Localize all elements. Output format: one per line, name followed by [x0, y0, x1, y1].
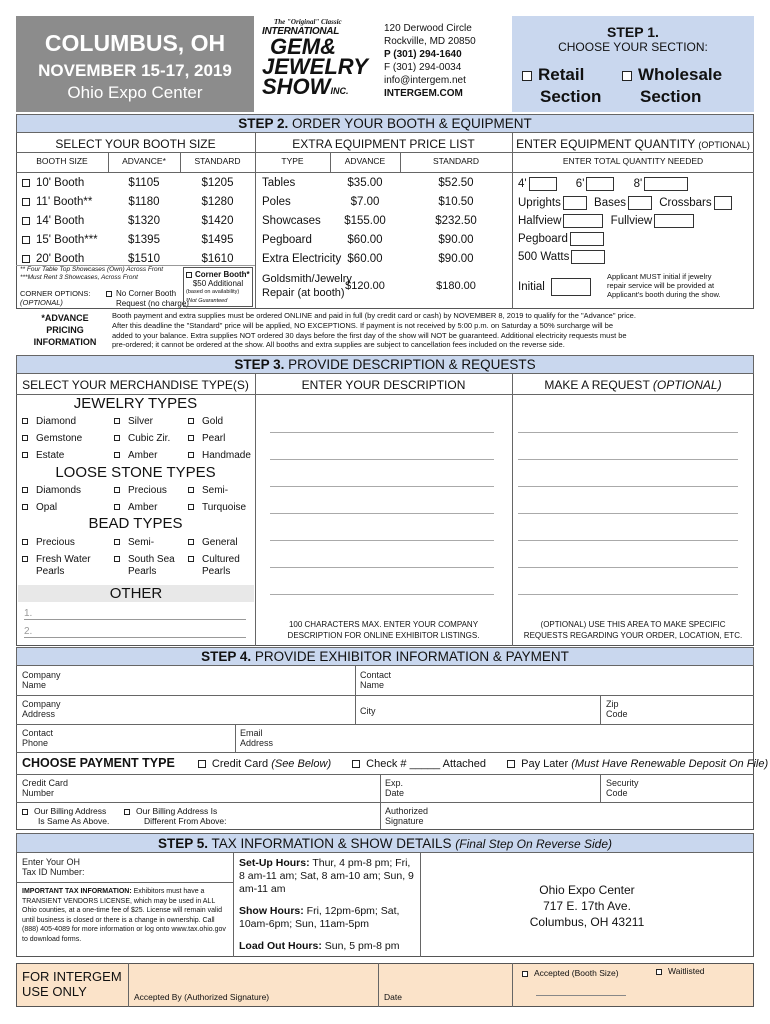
description-line[interactable] — [270, 459, 494, 460]
merch-option[interactable]: Diamond — [22, 416, 76, 427]
merch-option[interactable]: Diamonds — [22, 485, 81, 496]
quantity-header: ENTER EQUIPMENT QUANTITY (OPTIONAL) — [516, 137, 750, 151]
merch-checkbox[interactable] — [22, 539, 28, 545]
request-header: MAKE A REQUEST (OPTIONAL) — [544, 378, 722, 392]
qty-fullview-input[interactable] — [654, 214, 694, 228]
zip-label: Zip Code — [606, 699, 628, 720]
equipment-standard-price: $52.50 — [438, 177, 474, 189]
description-line[interactable] — [270, 486, 494, 487]
retail-checkbox[interactable] — [522, 71, 532, 81]
merch-checkbox[interactable] — [188, 487, 194, 493]
pay-credit-card[interactable]: Credit Card (See Below) — [198, 758, 331, 770]
booth-checkbox[interactable] — [22, 198, 30, 206]
merch-checkbox[interactable] — [22, 556, 28, 562]
request-line[interactable] — [518, 540, 738, 541]
contact-block: 120 Derwood Circle Rockville, MD 20850 P (301) 294-1640 F (301) 294-0034 info@intergem.net INTERGEM.COM — [384, 23, 476, 99]
booth-advance-price: $1510 — [128, 253, 160, 265]
request-line[interactable] — [518, 513, 738, 514]
qty-halfview-input[interactable] — [563, 214, 603, 228]
pay-check-checkbox[interactable] — [352, 760, 360, 768]
merch-option[interactable]: South Sea Pearls — [114, 554, 175, 578]
booth-standard-price: $1495 — [201, 234, 234, 246]
accepted-checkbox[interactable] — [522, 971, 528, 977]
qty-6ft-input[interactable] — [586, 177, 614, 191]
venue-address: Ohio Expo Center 717 E. 17th Ave. Columbus, OH 43211 — [529, 883, 645, 929]
pricing-label: *ADVANCE PRICING INFORMATION — [33, 313, 97, 347]
initial-input[interactable] — [551, 278, 591, 296]
authorized-signature-label: Authorized Signature — [385, 806, 429, 827]
qty-bases-input[interactable] — [628, 196, 652, 210]
merch-option[interactable]: Turquoise — [188, 502, 246, 513]
merch-checkbox[interactable] — [188, 504, 194, 510]
equipment-header: EXTRA EQUIPMENT PRICE LIST — [292, 137, 475, 151]
billing-diff-checkbox[interactable] — [124, 809, 130, 815]
merch-option[interactable]: Fresh Water Pearls — [22, 554, 91, 578]
cc-number-label: Credit Card Number — [22, 778, 69, 799]
contact-phone-input[interactable] — [70, 725, 234, 751]
description-line[interactable] — [270, 567, 494, 568]
waitlisted-option[interactable]: Waitlisted — [656, 966, 705, 976]
merch-checkbox[interactable] — [114, 435, 120, 441]
loose-stone-types: LOOSE STONE TYPES — [55, 464, 216, 481]
merch-checkbox[interactable] — [114, 418, 120, 424]
booth-standard-price: $1610 — [201, 253, 234, 265]
booth-advance-price: $1180 — [128, 196, 160, 208]
merch-option[interactable]: Cultured Pearls — [188, 554, 240, 578]
merch-checkbox[interactable] — [114, 556, 120, 562]
equipment-advance-price: $60.00 — [347, 253, 383, 265]
security-code-input[interactable] — [646, 775, 752, 801]
description-line[interactable] — [270, 432, 494, 433]
tax-id-label: Enter Your OH Tax ID Number: — [22, 857, 85, 878]
security-code-label: Security Code — [606, 778, 639, 799]
merch-option[interactable]: Precious — [22, 537, 75, 548]
company-name-label: Company Name — [22, 670, 61, 691]
qty-4ft-input[interactable] — [529, 177, 557, 191]
corner-booth-option[interactable]: Corner Booth* $50 Additional (based on availability) *Not Guaranteed — [183, 267, 253, 307]
equipment-standard-price: $10.50 — [438, 196, 474, 208]
step3-header: STEP 3. PROVIDE DESCRIPTION & REQUESTS — [16, 355, 754, 374]
equipment-type: Poles — [262, 196, 291, 208]
step1-box — [512, 16, 754, 112]
pricing-text: Booth payment and extra supplies must be ordered ONLINE and paid in full (by credit card or cash) by NOVEMBER 8, 2019 to qualify for the "Advance" price. After this deadline the "Standard" price will be applied, NO EXCEPTIONS. If payment is not received by 5:00 p.m. on Saturday a 50% surcharge will be added to your balance. Extra supplies NOT ordered 30 days before the first day of the show will NOT be guaranteed. Additional electricity requests must be pre-ordered; it cannot be ordered at the show. All booths and extra supplies are subject to cancellation fees included on the reverse side. — [112, 311, 636, 350]
description-line[interactable] — [270, 540, 494, 541]
description-line[interactable] — [270, 594, 494, 595]
desc-note: 100 CHARACTERS MAX. ENTER YOUR COMPANY DESCRIPTION FOR ONLINE EXHIBITOR LISTINGS. — [287, 620, 480, 640]
equipment-advance-price: $155.00 — [344, 215, 386, 227]
equipment-standard-price: $90.00 — [438, 234, 474, 246]
authorized-signature-input[interactable] — [432, 803, 752, 829]
tax-id-input[interactable] — [84, 854, 232, 881]
merch-option[interactable]: Precious — [114, 485, 167, 496]
event-dates: NOVEMBER 15-17, 2019 — [38, 61, 232, 80]
request-line[interactable] — [518, 432, 738, 433]
merch-checkbox[interactable] — [22, 504, 28, 510]
exp-date-input[interactable] — [410, 775, 598, 801]
merch-option[interactable]: Estate — [22, 450, 64, 461]
event-venue: Ohio Expo Center — [67, 83, 203, 102]
event-banner — [16, 16, 254, 112]
desc-header: ENTER YOUR DESCRIPTION — [301, 378, 466, 392]
jewelry-types: JEWELRY TYPES — [73, 395, 198, 412]
merch-checkbox[interactable] — [188, 539, 194, 545]
merch-checkbox[interactable] — [22, 452, 28, 458]
corner-options: CORNER OPTIONS: (OPTIONAL) — [20, 289, 91, 307]
event-city: COLUMBUS, OH — [44, 30, 226, 56]
tax-info: IMPORTANT TAX INFORMATION: Exhibitors must have a TRANSIENT VENDORS LICENSE, which may be used in ALL Ohio counties, at a one-time fee of $25. License will remain valid until business is closed or there is a change in ownership. Call (888) 405-4089 for more information or log onto www.tax.ohio.gov to download forms. — [22, 888, 226, 943]
other-line-2[interactable]: 2. — [24, 626, 246, 638]
accepted-booth-option[interactable]: Accepted (Booth Size) — [522, 968, 619, 978]
request-line[interactable] — [518, 459, 738, 460]
date-label: Date — [384, 992, 402, 1002]
merch-checkbox[interactable] — [188, 452, 194, 458]
equipment-advance-price: $35.00 — [347, 177, 383, 189]
merch-checkbox[interactable] — [188, 556, 194, 562]
equipment-type: Tables — [262, 177, 296, 189]
merch-header: SELECT YOUR MERCHANDISE TYPE(S) — [22, 378, 249, 392]
merch-option[interactable]: Opal — [22, 502, 57, 513]
merch-option[interactable]: Handmade — [188, 450, 251, 461]
step5-header: STEP 5. TAX INFORMATION & SHOW DETAILS (Final Step On Reverse Side) — [16, 833, 754, 853]
merch-checkbox[interactable] — [114, 487, 120, 493]
billing-diff-option[interactable]: Our Billing Address Is Different From Above: — [124, 806, 227, 826]
pay-check[interactable]: Check # _____ Attached — [352, 758, 486, 770]
booth-row[interactable]: 15' Booth*** — [22, 234, 98, 246]
other-types: OTHER — [18, 585, 254, 602]
equipment-advance-price: $60.00 — [347, 234, 383, 246]
merch-option[interactable]: Amber — [114, 502, 157, 513]
merch-option[interactable]: Gold — [188, 416, 223, 427]
no-corner-option[interactable]: No Corner Booth Request (no charge) — [106, 289, 189, 309]
equipment-type: Extra Electricity — [262, 253, 342, 265]
payment-type-row: CHOOSE PAYMENT TYPE Credit Card (See Below) Check # _____ Attached Pay Later (Must Have Renewable Deposit On File) — [22, 756, 769, 770]
booth-advance-price: $1105 — [128, 177, 160, 189]
initial-note: Applicant MUST initial if jewelry repair service will be provided at Applicant's booth during the show. — [607, 272, 721, 299]
booth-size-header: SELECT YOUR BOOTH SIZE — [55, 137, 216, 151]
merch-checkbox[interactable] — [22, 435, 28, 441]
request-line[interactable] — [518, 567, 738, 568]
merch-option[interactable]: Silver — [114, 416, 153, 427]
merch-checkbox[interactable] — [22, 418, 28, 424]
step1-title: STEP 1. — [607, 24, 659, 40]
contact-name-input[interactable] — [400, 667, 752, 694]
pay-later[interactable]: Pay Later (Must Have Renewable Deposit On File) — [507, 758, 768, 770]
booth-standard-price: $1280 — [201, 196, 234, 208]
no-corner-checkbox[interactable] — [106, 291, 112, 297]
merch-checkbox[interactable] — [188, 435, 194, 441]
merch-checkbox[interactable] — [188, 418, 194, 424]
merch-option[interactable]: Cubic Zir. — [114, 433, 170, 444]
merch-option[interactable]: Pearl — [188, 433, 225, 444]
billing-same-option[interactable]: Our Billing Address Is Same As Above. — [22, 806, 109, 826]
company-name-input[interactable] — [70, 667, 354, 694]
qty-8ft-input[interactable] — [644, 177, 688, 191]
company-address-label: Company Address — [22, 699, 61, 720]
bead-types: BEAD TYPES — [88, 515, 183, 532]
retail-option[interactable]: Retail Section — [522, 64, 601, 108]
qty-watts-input[interactable] — [571, 250, 605, 264]
booth-checkbox[interactable] — [22, 217, 30, 225]
email-input[interactable] — [280, 725, 752, 751]
corner-checkbox[interactable] — [186, 272, 192, 278]
email-label: Email Address — [240, 728, 274, 749]
contact-phone-label: Contact Phone — [22, 728, 54, 749]
booth-row[interactable]: 20' Booth — [22, 253, 84, 265]
merch-checkbox[interactable] — [114, 539, 120, 545]
equipment-standard-price: $232.50 — [435, 215, 477, 227]
booth-standard-price: $1205 — [201, 177, 234, 189]
pay-later-checkbox[interactable] — [507, 760, 515, 768]
merch-option[interactable]: Amber — [114, 450, 157, 461]
show-hours: Show Hours: Fri, 12pm-6pm; Sat, 10am-6pm; Sun, 11am-5pm — [239, 905, 400, 930]
exp-date-label: Exp. Date — [385, 778, 405, 799]
booth-checkbox[interactable] — [22, 179, 30, 187]
booth-row[interactable]: 14' Booth — [22, 215, 84, 227]
other-line-1[interactable]: 1. — [24, 608, 246, 620]
pay-cc-checkbox[interactable] — [198, 760, 206, 768]
setup-hours: Set-Up Hours: Thur, 4 pm-8 pm; Fri, 8 am-11 am; Sat, 8 am-10 am; Sun, 9 am-11 am — [239, 857, 414, 895]
equipment-type: Showcases — [262, 215, 321, 227]
company-address-input[interactable] — [70, 696, 354, 723]
equipment-type: Pegboard — [262, 234, 312, 246]
step1-subtitle: CHOOSE YOUR SECTION: — [558, 40, 708, 54]
qty-uprights-input[interactable] — [563, 196, 587, 210]
wholesale-option[interactable]: Wholesale Section — [622, 64, 722, 108]
show-logo: The "Original" Classic INTERNATIONAL GEM& JEWELRY SHOWINC. — [262, 18, 368, 99]
qty-crossbars-input[interactable] — [714, 196, 732, 210]
merch-checkbox[interactable] — [114, 504, 120, 510]
city-input[interactable] — [385, 696, 599, 723]
accepted-by-label: Accepted By (Authorized Signature) — [134, 992, 270, 1002]
equipment-advance-price: $7.00 — [350, 196, 380, 208]
step4-header: STEP 4. PROVIDE EXHIBITOR INFORMATION & PAYMENT — [16, 647, 754, 666]
office-use-label: FOR INTERGEM USE ONLY — [22, 969, 122, 999]
loadout-hours: Load Out Hours: Sun, 5 pm-8 pm — [239, 940, 400, 952]
booth-checkbox[interactable] — [22, 255, 30, 263]
request-line[interactable] — [518, 594, 738, 595]
booth-row[interactable]: 11' Booth** — [22, 196, 92, 208]
booth-checkbox[interactable] — [22, 236, 30, 244]
step2-header: STEP 2. ORDER YOUR BOOTH & EQUIPMENT — [16, 114, 754, 133]
cc-number-input[interactable] — [80, 775, 378, 801]
request-note: (OPTIONAL) USE THIS AREA TO MAKE SPECIFIC REQUESTS REGARDING YOUR ORDER, LOCATION, ETC. — [523, 620, 743, 640]
contact-name-label: Contact Name — [360, 670, 392, 691]
waitlisted-checkbox[interactable] — [656, 969, 662, 975]
merch-checkbox[interactable] — [114, 452, 120, 458]
booth-advance-price: $1320 — [128, 215, 160, 227]
billing-same-checkbox[interactable] — [22, 809, 28, 815]
merch-checkbox[interactable] — [22, 487, 28, 493]
merch-option[interactable]: Semi- — [188, 485, 228, 496]
zip-input[interactable] — [632, 696, 752, 723]
merch-option[interactable]: General — [188, 537, 238, 548]
booth-standard-price: $1420 — [201, 215, 234, 227]
goldsmith-label: Goldsmith/Jewelry Repair (at booth) — [262, 273, 352, 299]
qty-pegboard-input[interactable] — [570, 232, 604, 246]
request-line[interactable] — [518, 486, 738, 487]
wholesale-checkbox[interactable] — [622, 71, 632, 81]
booth-row[interactable]: 10' Booth — [22, 177, 84, 189]
description-line[interactable] — [270, 513, 494, 514]
equipment-standard-price: $90.00 — [438, 253, 474, 265]
city-label: City — [360, 706, 376, 716]
merch-option[interactable]: Gemstone — [22, 433, 82, 444]
merch-option[interactable]: Semi- — [114, 537, 154, 548]
booth-advance-price: $1395 — [128, 234, 160, 246]
